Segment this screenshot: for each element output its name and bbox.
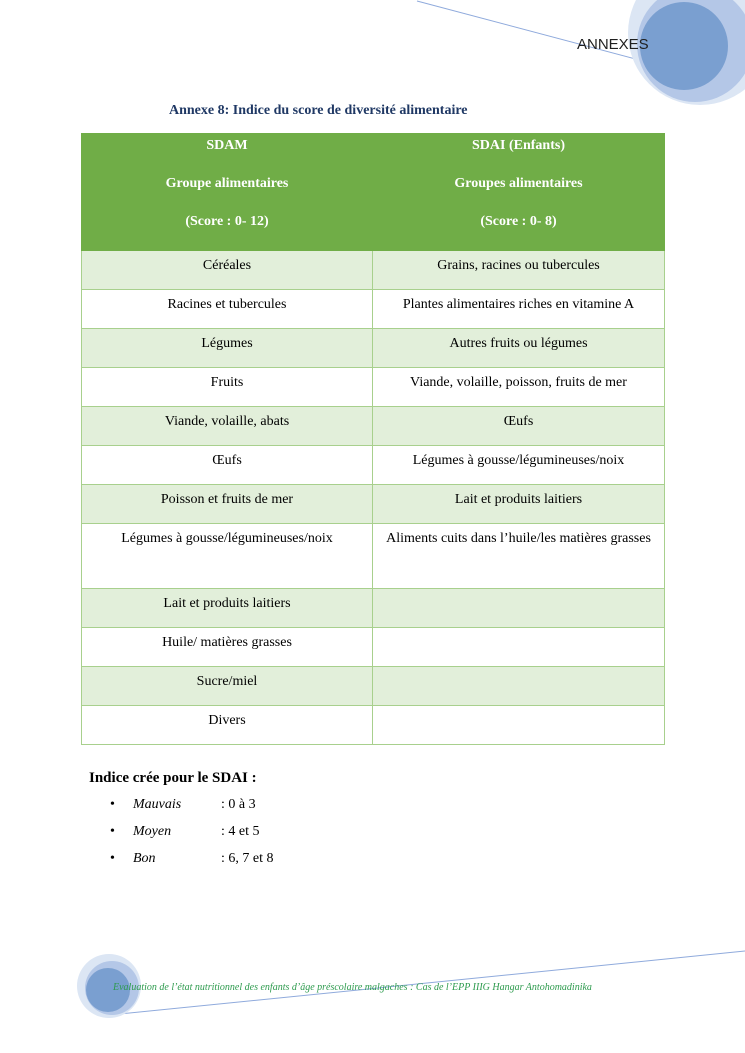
sdam-cell: Œufs [82, 446, 373, 485]
sdam-cell: Sucre/miel [82, 667, 373, 706]
sdai-cell: Autres fruits ou légumes [373, 329, 665, 368]
sdam-cell: Légumes à gousse/légumineuses/noix [82, 524, 373, 589]
table-row [82, 368, 665, 407]
sdai-cell: Plantes alimentaires riches en vitamine A [373, 290, 665, 329]
table-caption: Annexe 8: Indice du score de diversité alimentaire [169, 103, 468, 118]
table-row [82, 589, 665, 628]
sdai-cell: Grains, racines ou tubercules [373, 251, 665, 290]
sdai-cell: Aliments cuits dans l’huile/les matières grasses [373, 524, 665, 589]
sdai-cell [373, 589, 665, 628]
table-row [82, 628, 665, 667]
bullet-icon: • [110, 797, 115, 812]
header-circle-inner [640, 2, 728, 90]
header-cell-sdai [373, 134, 665, 251]
legend-label: Mauvais [133, 797, 182, 812]
bullet-icon: • [110, 824, 115, 839]
bullet-icon: • [110, 851, 115, 866]
header-title: SDAI (Enfants) [472, 138, 565, 153]
sdam-cell: Huile/ matières grasses [82, 628, 373, 667]
table-row [82, 329, 665, 368]
sdam-cell: Fruits [82, 368, 373, 407]
sdai-cell: Œufs [373, 407, 665, 446]
table-row [82, 290, 665, 329]
sdam-cell: Viande, volaille, abats [82, 407, 373, 446]
header-subtitle: Groupe alimentaires [165, 176, 289, 191]
table-row [82, 407, 665, 446]
legend-label: Moyen [133, 824, 172, 839]
sdam-cell: Lait et produits laitiers [82, 589, 373, 628]
sdai-cell [373, 667, 665, 706]
sdam-cell: Céréales [82, 251, 373, 290]
sdai-cell: Légumes à gousse/légumineuses/noix [373, 446, 665, 485]
legend-value: : 6, 7 et 8 [221, 851, 274, 866]
legend-label: Bon [133, 851, 156, 866]
table-row [82, 524, 665, 589]
table-row [82, 446, 665, 485]
sdai-cell [373, 628, 665, 667]
sdai-cell [373, 706, 665, 745]
sdam-cell: Racines et tubercules [82, 290, 373, 329]
footer-text: Evaluation de l’état nutritionnel des enfants d’âge préscolaire malgaches : Cas de l’EPP IIIG Hangar Antohomadinika [113, 982, 592, 993]
sdai-cell: Viande, volaille, poisson, fruits de mer [373, 368, 665, 407]
header-section-label: ANNEXES [577, 36, 649, 53]
sdam-cell: Légumes [82, 329, 373, 368]
legend-value: : 0 à 3 [221, 797, 256, 812]
header-subtitle: Groupes alimentaires [454, 176, 583, 191]
table-row [82, 251, 665, 290]
table-row [82, 706, 665, 745]
header-score-range: (Score : 0- 8) [480, 214, 557, 229]
diversity-score-table [81, 133, 665, 745]
table-row [82, 485, 665, 524]
sdam-cell: Divers [82, 706, 373, 745]
sdai-cell: Lait et produits laitiers [373, 485, 665, 524]
legend-title: Indice crée pour le SDAI : [89, 770, 257, 786]
header-score-range: (Score : 0- 12) [185, 214, 269, 229]
sdam-cell: Poisson et fruits de mer [82, 485, 373, 524]
legend-value: : 4 et 5 [221, 824, 260, 839]
header-cell-sdam [82, 134, 373, 251]
header-title: SDAM [206, 138, 248, 153]
table-row [82, 667, 665, 706]
table-header-row [82, 134, 665, 251]
